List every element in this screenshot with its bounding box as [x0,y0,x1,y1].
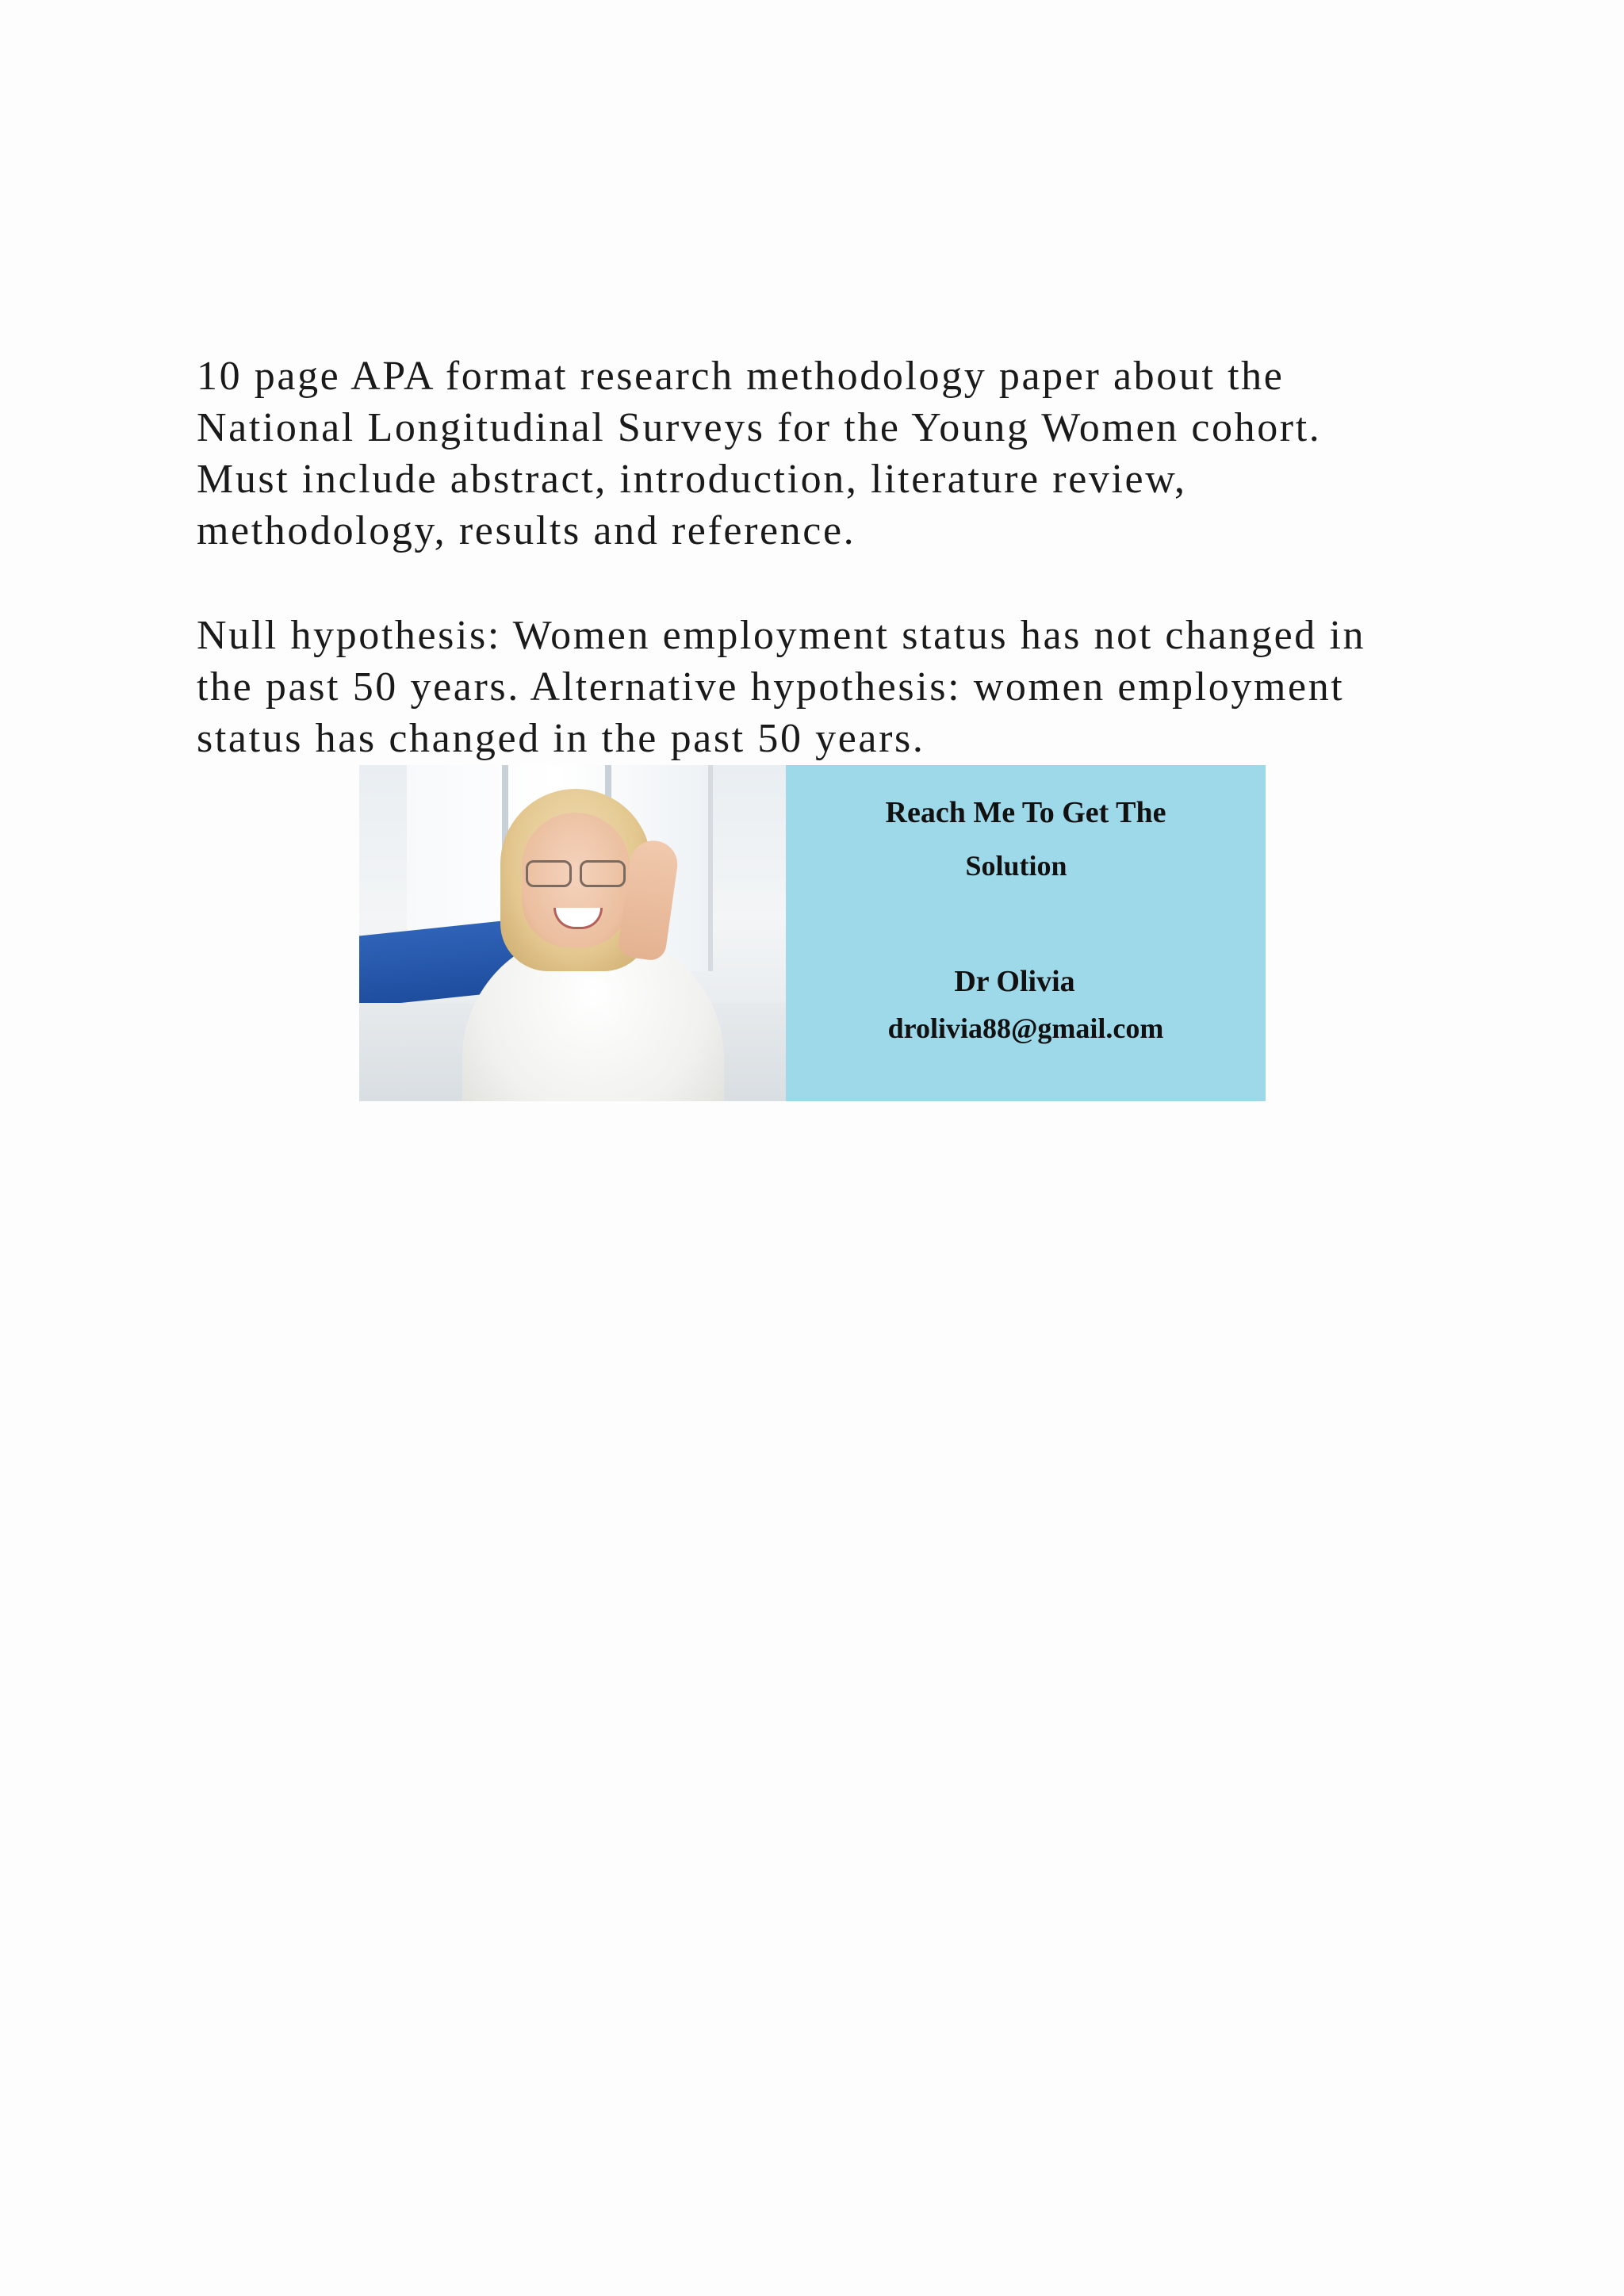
promo-panel [786,765,1266,1101]
promo-name: Dr Olivia [954,965,1075,998]
task-line-2: National Longitudinal Surveys for the Young Women cohort. [197,405,1322,450]
task-line-3: Must include abstract, introduction, literature review, [197,457,1187,502]
task-paragraph [197,350,1497,557]
hypothesis-paragraph [197,610,1497,764]
promo-headline-line1: Reach Me To Get The [885,796,1166,829]
promo-email: drolivia88@gmail.com [887,1012,1164,1044]
hypothesis-line-3: status has changed in the past 50 years. [197,716,925,761]
task-line-1: 10 page APA format research methodology paper about the [197,354,1285,399]
promo-headline-line2: Solution [965,850,1067,882]
glasses-icon [526,860,626,884]
woman-photo [359,765,786,1101]
hypothesis-line-2: the past 50 years. Alternative hypothesis: women employment [197,664,1345,710]
task-line-4: methodology, results and reference. [197,508,856,553]
hypothesis-line-1: Null hypothesis: Women employment status has not changed in [197,613,1366,658]
contact-banner [359,765,1266,1101]
